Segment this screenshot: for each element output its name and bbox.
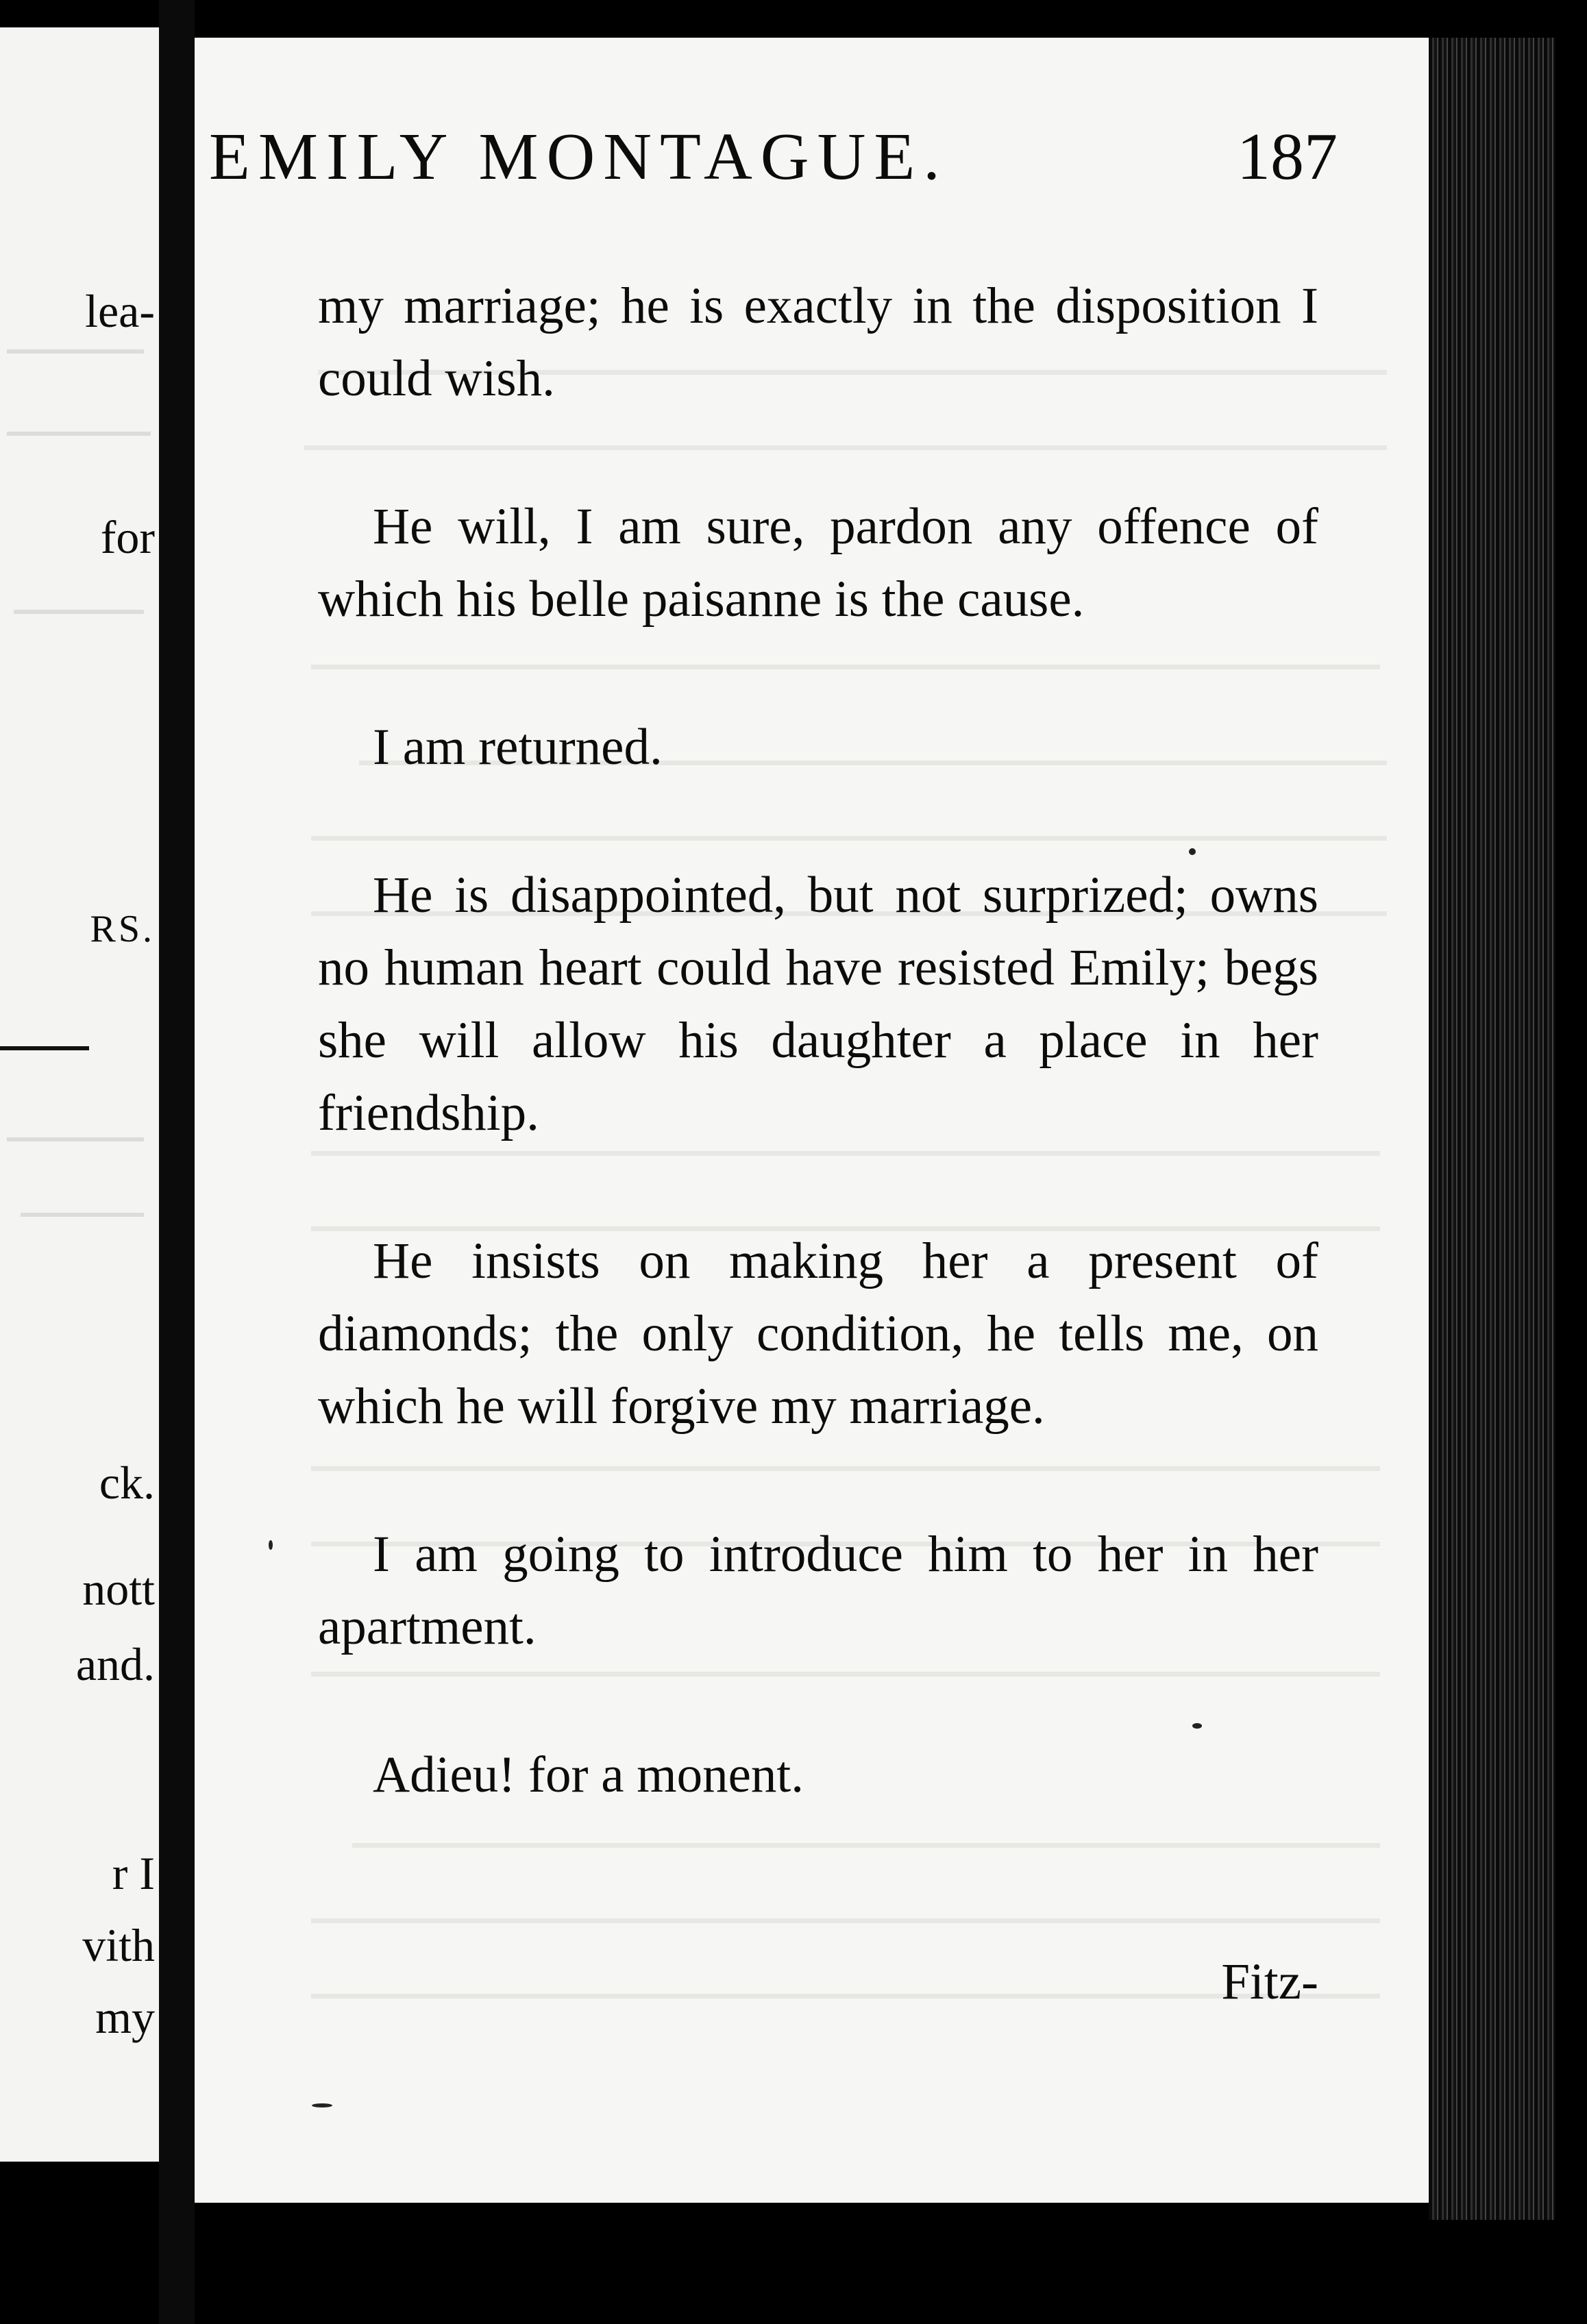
ink-speck bbox=[312, 2103, 332, 2107]
left-page-fragment: and. bbox=[75, 1638, 155, 1690]
paragraph: my marriage; he is exactly in the disposition I could wish. bbox=[318, 277, 1318, 407]
left-facing-page bbox=[0, 27, 159, 2162]
running-title: EMILY MONTAGUE. bbox=[209, 120, 948, 194]
show-through-line bbox=[21, 1213, 144, 1217]
left-page-fragment: lea- bbox=[85, 285, 155, 337]
left-page-fragment: RS. bbox=[90, 908, 155, 950]
left-page-fragment: r I bbox=[112, 1847, 155, 1899]
paragraph: Adieu! for a monent. bbox=[373, 1746, 804, 1803]
left-page-rule bbox=[0, 1046, 89, 1050]
left-page-fragment: nott bbox=[82, 1563, 155, 1615]
show-through-line bbox=[7, 1137, 144, 1141]
ink-speck bbox=[1192, 1723, 1202, 1729]
show-through-line bbox=[14, 610, 144, 614]
paragraph: I am going to introduce him to her in her apartment. bbox=[318, 1526, 1318, 1655]
paragraph: He is disappointed, but not surprized; owns no human heart could have resisted Emily; begs she will allow his daughter a place in her friendship. bbox=[318, 867, 1318, 1141]
page-number: 187 bbox=[1237, 120, 1338, 194]
left-page-fragment: my bbox=[95, 1991, 155, 2043]
ink-speck bbox=[269, 1540, 273, 1550]
show-through-line bbox=[7, 432, 151, 436]
paragraph: He insists on making her a present of diamonds; the only condition, he tells me, on which he will forgive my marriage. bbox=[318, 1233, 1318, 1435]
paragraph: I am returned. bbox=[373, 719, 663, 776]
show-through-line bbox=[352, 1843, 1380, 1848]
catchword: Fitz- bbox=[1221, 1953, 1318, 2010]
page-edge-stack bbox=[1429, 38, 1555, 2220]
book-gutter bbox=[159, 0, 195, 2324]
ink-speck bbox=[1189, 848, 1196, 855]
page-header bbox=[209, 120, 1338, 196]
left-page-fragment: ck. bbox=[99, 1457, 155, 1509]
left-page-fragment: for bbox=[100, 511, 155, 563]
body-text bbox=[318, 270, 1318, 2010]
show-through-line bbox=[311, 1918, 1380, 1923]
paragraph: He will, I am sure, pardon any offence of which his belle paisanne is the cause. bbox=[318, 498, 1318, 628]
left-page-fragment: vith bbox=[82, 1919, 155, 1971]
show-through-line bbox=[311, 1994, 1380, 1999]
scan-border bbox=[1555, 0, 1587, 2324]
show-through-line bbox=[7, 349, 144, 354]
